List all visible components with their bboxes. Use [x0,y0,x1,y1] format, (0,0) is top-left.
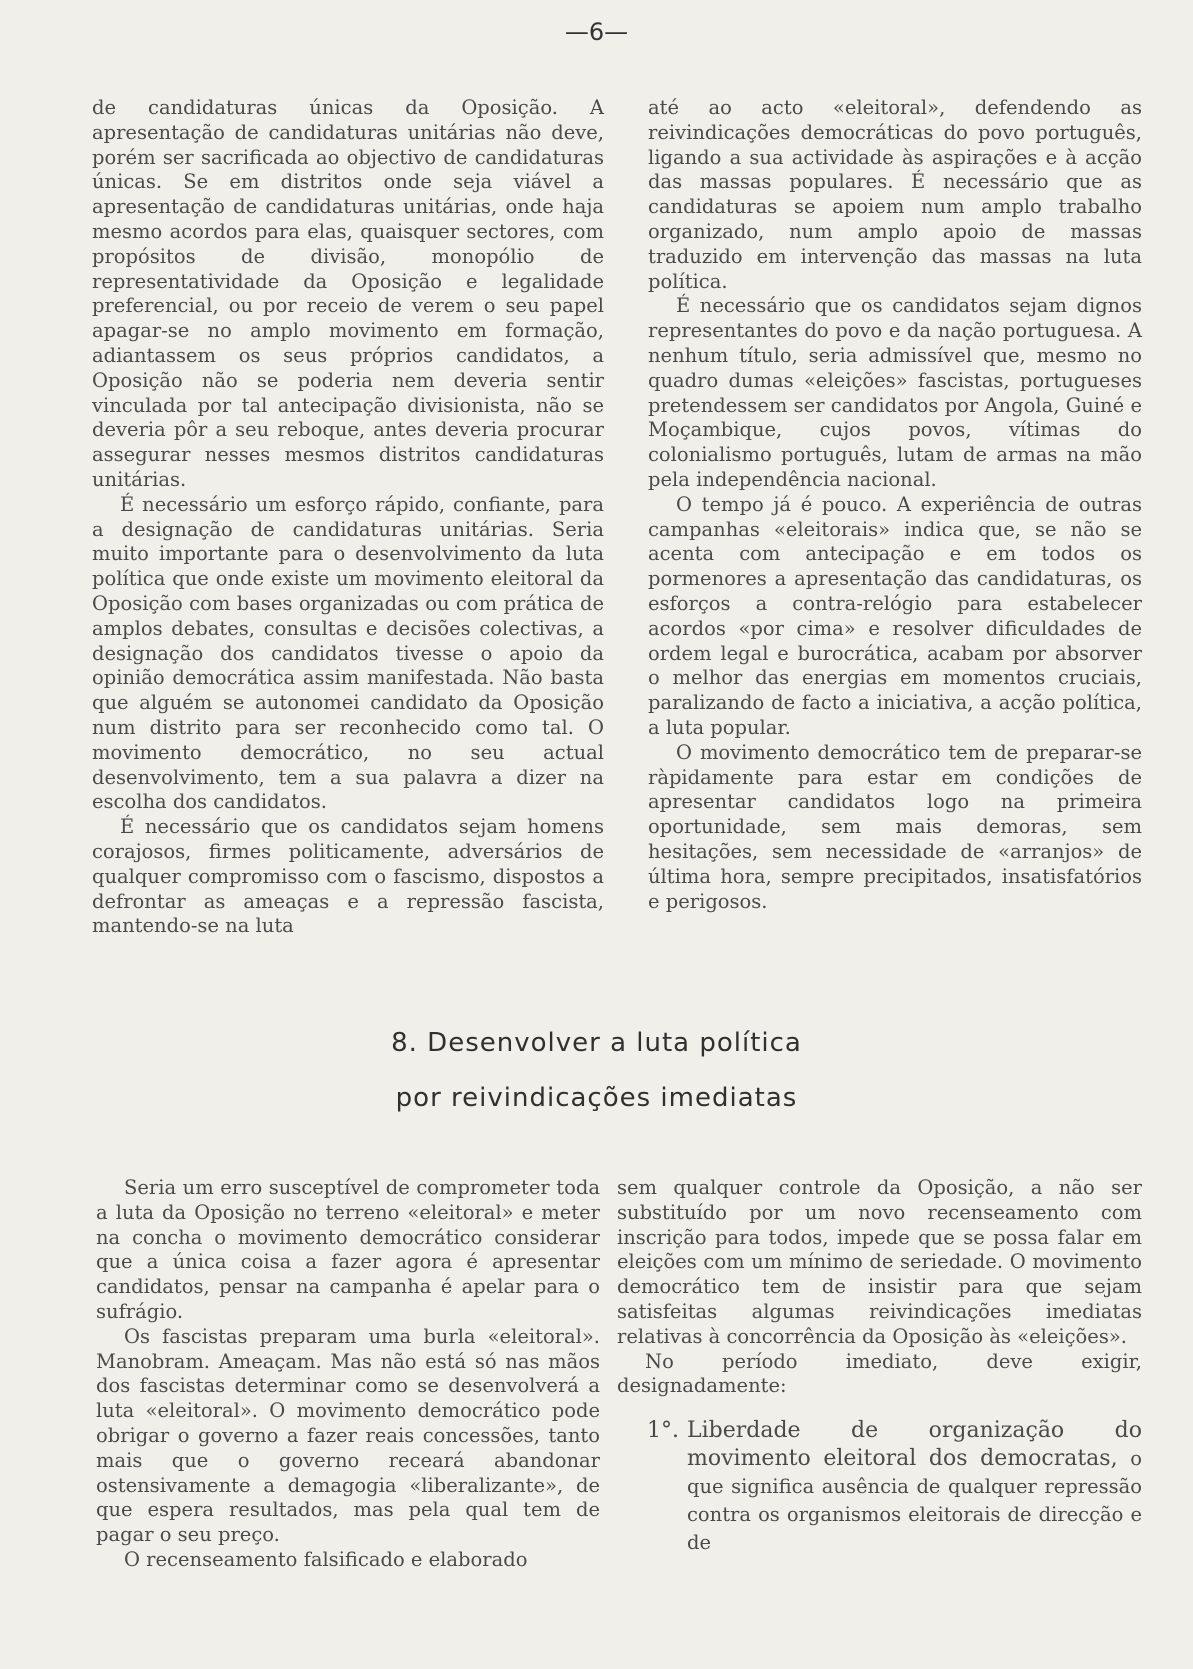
bottom-right-column [617,1176,1142,1646]
bottom-left-column [96,1176,600,1646]
list-item-tail: o que significa ausência de qualquer repressão contra os organismos eleitorais de direcção e de [687,1447,1142,1555]
paragraph: No período imediato, deve exigir, designadamente: [617,1349,1142,1398]
list-item-text [687,1417,1142,1557]
list-item-number: 1°. [647,1418,679,1444]
paragraph: O tempo já é pouco. A experiência de outras campanhas «eleitorais» indica que, se não se acenta com antecipação e em todos os pormenores a apresentação das candidaturas, os esforços a contra-relógio para estabelecer acordos «por cima» e resolver dificuldades de ordem legal e burocrática, acabam por absorver o melhor das energias em momentos cruciais, paralizando de facto a iniciativa, a acção política, a luta popular. [648,492,1142,739]
section-heading-subtitle: por reivindicações imediatas [395,1083,798,1113]
paragraph: Seria um erro susceptível de comprometer toda a luta da Oposição no terreno «eleitoral» e meter na concha o movimento democrático considerar que a única coisa a fazer agora é apresentar candidatos, pensar na campanha é apelar para o sufrágio. [96,1176,600,1323]
list-item [617,1417,1142,1557]
paragraph: até ao acto «eleitoral», defendendo as reivindicações democráticas do povo português, ligando a sua actividade às aspirações e à acção das massas populares. É necessário que as candidaturas se apoiem num amplo trabalho organizado, num amplo apoio de massas traduzido em intervenção das massas na luta política. [648,96,1142,293]
paragraph: É necessário que os candidatos sejam dignos representantes do povo e da nação portuguesa. A nenhum título, seria admissível que, mesmo no quadro dumas «eleições» fascistas, portugueses pretendessem ser candidatos por Angola, Guiné e Moçambique, cujos povos, vítimas do colonialismo português, lutam de armas na mão pela independência nacional. [648,294,1142,491]
list-item-lead: Liberdade de organização do movimento eleitoral dos democratas, [687,1418,1142,1472]
top-right-column [648,96,1142,956]
paragraph: O movimento democrático tem de preparar-se ràpidamente para estar em condições de apresentar candidatos logo na primeira oportunidade, sem mais demoras, sem hesitações, sem necessidade de «arranjos» de última hora, sempre precipitados, insatisfatórios e perigosos. [648,740,1142,913]
paragraph: É necessário que os candidatos sejam homens corajosos, firmes politicamente, adversários de qualquer compromisso com o fascismo, dispostos a defrontar as ameaças e a repressão fascista, mantendo-se na luta [92,815,604,938]
top-left-column [92,96,604,956]
paragraph: É necessário um esforço rápido, confiante, para a designação de candidaturas unitárias. Seria muito importante para o desenvolvimento da luta política que onde existe um movimento eleitoral da Oposição com bases organizadas ou com prática de amplos debates, consultas e decisões colectivas, a designação dos candidatos tivesse o apoio da opinião democrática assim manifestada. Não basta que alguém se autonomei candidato da Oposição num distrito para ser reconhecido como tal. O movimento democrático, no seu actual desenvolvimento, tem a sua palavra a dizer na escolha dos candidatos. [92,492,604,814]
paragraph: de candidaturas únicas da Oposição. A apresentação de candidaturas unitárias não deve, porém ser sacrificada ao objectivo de candidaturas únicas. Se em distritos onde seja viável a apresentação de candidaturas unitárias, onde haja mesmo acordos para elas, quaisquer sectores, com propósitos de divisão, monopólio de representatividade da Oposição e legalidade preferencial, ou por receio de verem o seu papel apagar-se no amplo movimento em formação, adiantassem os seus próprios candidatos, a Oposição não se poderia nem deveria sentir vinculada por tal antecipação divisionista, não se deveria pôr a seu reboque, antes deveria procurar assegurar nesses mesmos distritos candidaturas unitárias. [92,96,604,491]
paragraph: O recenseamento falsificado e elaborado [124,1547,528,1571]
paragraph: Os fascistas preparam uma burla «eleitoral». Manobram. Ameaçam. Mas não está só nas mãos dos fascistas determinar como se desenvolverá a luta «eleitoral». O movimento democrático pode obrigar o governo a fazer reais concessões, tanto mais que o governo receará abandonar ostensivamente a demagogia «liberalizante», de que espera resultados, mas pela qual tem de pagar o seu preço. [96,1324,600,1547]
section-heading: 8. Desenvolver a luta política [391,1028,802,1058]
paragraph: sem qualquer controle da Oposição, a não ser substituído por um novo recenseamento com inscrição para todos, impede que se possa falar em eleições com um mínimo de seriedade. O movimento democrático tem de insistir para que sejam satisfeitas algumas reivindicações imediatas relativas à concorrência da Oposição às «eleições». [617,1176,1142,1348]
page-number: —6— [564,18,629,46]
